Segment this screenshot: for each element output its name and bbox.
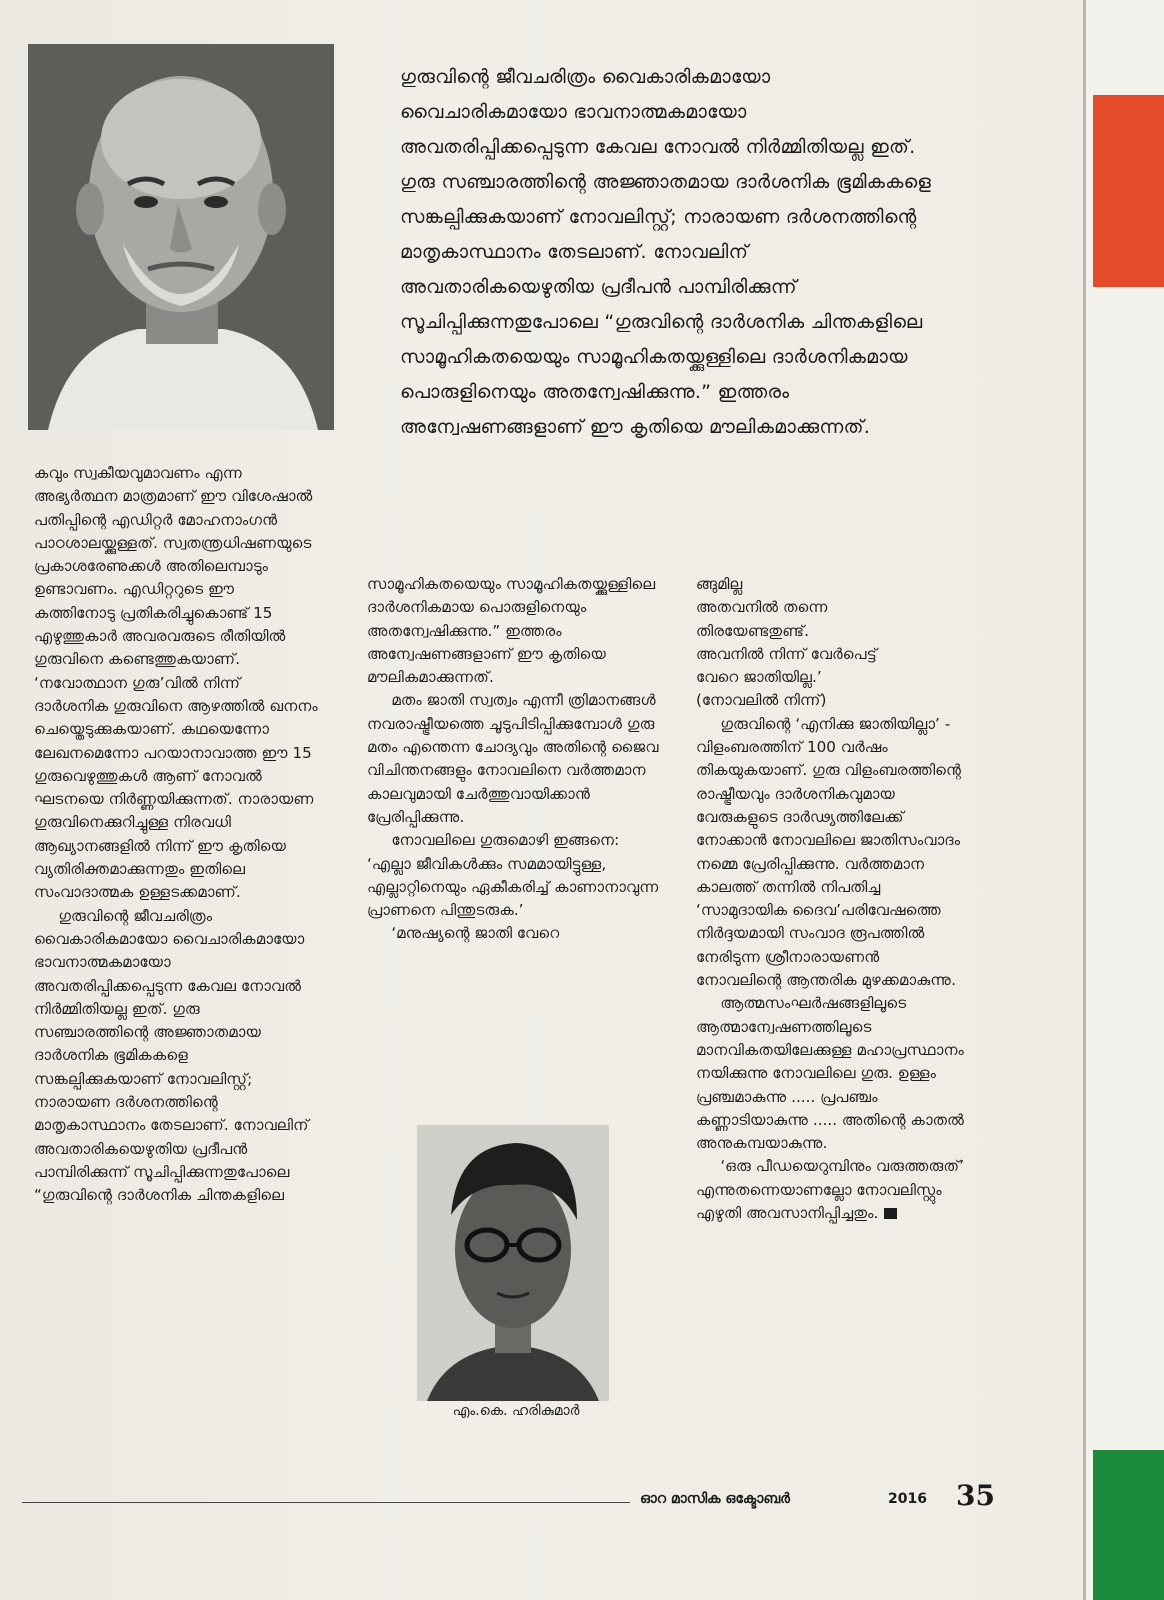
col2-paragraph-2: മതം ജാതി സ്വത്വം എന്നീ ത്രിമാനങ്ങൾ നവരാഷ്ട്രീയത്തെ ചൂടുപിടിപ്പിക്കുമ്പോൾ ഗുരു മതം എന്തെന്ന ചോദ്യവും അതിന്റെ ജൈവ വിചിന്തനങ്ങളും നോവലിനെ വർത്തമാന കാലവുമായി ചേർത്തുവായിക്കാൻ പ്രേരിപ്പിക്കുന്നു. [367,691,659,826]
page-number: 35 [956,1479,995,1512]
column-3 [696,573,966,1225]
footer-year: 2016 [888,1491,927,1507]
col3-quote: ങ്ങുമില്ല അതവനിൽ തന്നെ തിരയേണ്ടതുണ്ട്. അവനിൽ നിന്ന് വേർപെട്ട് വേറെ ജാതിയില്ല.’ (നോവലിൽ നിന്ന്) [696,575,877,710]
color-tab-red [1093,95,1164,287]
column-1 [34,462,319,1208]
author-photo [417,1125,609,1401]
pull-quote-text: ഗുരുവിന്റെ ജീവചരിത്രം വൈകാരികമായോ വൈചാരികമായോ ഭാവനാത്മകമായോ അവതരിപ്പിക്കപ്പെടുന്ന കേവല നോവൽ നിർമ്മിതിയല്ല ഇത്. ഗുരു സഞ്ചാരത്തിന്റെ അജ്ഞാതമായ ദാർശനിക ഭൂമികകളെ സങ്കല്പിക്കുകയാണ് നോവലിസ്റ്റ്; നാരായണ ദർശനത്തിന്റെ മാതൃകാസ്ഥാനം തേടലാണ്. നോവലിന് അവതാരികയെഴുതിയ പ്രദീപൻ പാമ്പിരിക്കുന്ന് സൂചിപ്പിക്കുന്നതുപോലെ “ഗുരുവിന്റെ ദാർശനിക ചിന്തകളിലെ സാമൂഹികതയെയും സാമൂഹികതയ്ക്കുള്ളിലെ ദാർശനികമായ പൊരുളിനെയും അതന്വേഷിക്കുന്നു.” ഇത്തരം അന്വേഷണങ്ങളാണ് ഈ കൃതിയെ മൗലികമാക്കുന്നത്. [400,66,932,438]
col3-paragraph-3-text: ‘ഒരു പീഡയെറുമ്പിനും വരുത്തരുത്’ എന്നുതന്നെയാണല്ലോ നോവലിസ്റ്റും എഴുതി അവസാനിപ്പിച്ചതും. [696,1157,965,1223]
end-mark-icon [884,1208,897,1219]
col1-paragraph-1: കവും സ്വകീയവുമാവണം എന്ന അഭ്യർത്ഥന മാത്രമാണ് ഈ വിശേഷാൽ പതിപ്പിന്റെ എഡിറ്റർ മോഹനാംഗൻ പാഠശാലയ്ക്കുള്ളത്. സ്വതന്ത്രധിഷണയുടെ പ്രകാശരേണുക്കൾ അതിലെമ്പാടും ഉണ്ടാവണം. എഡിറ്ററുടെ ഈ കത്തിനോടു പ്രതികരിച്ചുകൊണ്ട് 15 എഴുത്തുകാർ അവരവരുടെ രീതിയിൽ ഗുരുവിനെ കണ്ടെത്തുകയാണ്. ‘നവോത്ഥാന ഗുരു’വിൽ നിന്ന് ദാർശനിക ഗുരുവിനെ ആഴത്തിൽ ഖനനം ചെയ്തെടുക്കുകയാണ്. കഥയെന്നോ ലേഖനമെന്നോ പറയാനാവാത്ത ഈ 15 ഗുരുവെഴുത്തുകൾ ആണ് നോവൽ ഘടനയെ നിർണ്ണയിക്കുന്നത്. നാരായണ ഗുരുവിനെക്കുറിച്ചുള്ള നിരവധി ആഖ്യാനങ്ങളിൽ നിന്ന് ഈ കൃതിയെ വ്യതിരിക്തമാക്കുന്നതും ഇതിലെ സംവാദാത്മക ഉള്ളടക്കമാണ്. [34,464,318,902]
pull-quote [400,60,934,445]
color-tab-green [1093,1450,1164,1600]
col3-paragraph-1: ഗുരുവിന്റെ ‘എനിക്കു ജാതിയില്ലാ’ - വിളംബരത്തിന് 100 വർഷം തികയുകയാണ്. ഗുരു വിളംബരത്തിന്റെ രാഷ്ട്രീയവും ദാർശനികവുമായ വേരുകളുടെ ദാർഢ്യത്തിലേക്ക് നോക്കാൻ നോവലിലെ ജാതിസംവാദം നമ്മെ പ്രേരിപ്പിക്കുന്നു. വർത്തമാന കാലത്ത് തന്നിൽ നിപതിച്ച ‘സാമുദായിക ദൈവ’പരിവേഷത്തെ നിർദ്ദയമായി സംവാദ രൂപത്തിൽ നേരിടുന്ന ശ്രീനാരായണൻ നോവലിന്റെ ആന്തരിക മുഴക്കമാകുന്നു. [696,714,962,990]
col3-paragraph-3 [696,1155,966,1225]
photo-caption: എം.കെ. ഹരികുമാർ [452,1403,580,1419]
col2-paragraph-4: ‘മനുഷ്യന്റെ ജാതി വേറെ [391,924,560,943]
col1-paragraph-2: ഗുരുവിന്റെ ജീവചരിത്രം വൈകാരികമായോ വൈചാരികമായോ ഭാവനാത്മകമായോ അവതരിപ്പിക്കപ്പെടുന്ന കേവല നോവൽ നിർമ്മിതിയല്ല ഇത്. ഗുരു സഞ്ചാരത്തിന്റെ അജ്ഞാതമായ ദാർശനിക ഭൂമികകളെ സങ്കല്പിക്കുകയാണ് നോവലിസ്റ്റ്; നാരായണ ദർശനത്തിന്റെ മാതൃകാസ്ഥാനം തേടലാണ്. നോവലിന് അവതാരികയെഴുതിയ പ്രദീപൻ പാമ്പിരിക്കുന്ന് സൂചിപ്പിക്കുന്നതുപോലെ “ഗുരുവിന്റെ ദാർശനിക ചിന്തകളിലെ [34,906,309,1205]
col3-paragraph-2: ആത്മസംഘർഷങ്ങളിലൂടെ ആത്മാന്വേഷണത്തിലൂടെ മാനവികതയിലേക്കുള്ള മഹാപ്രസ്ഥാനം നയിക്കുന്നു നോവലിലെ ഗുരു. ഉള്ളം പ്രഞ്ചമാകുന്നു ..... പ്രപഞ്ചം കണ്ണാടിയാകുന്നു ..... അതിന്റെ കാതൽ അനുകമ്പയാകുന്നു. [696,994,965,1153]
footer-magazine-name: ഓറ മാസിക ഒക്ടോബർ [640,1491,790,1507]
footer-rule [22,1502,630,1503]
guru-portrait-photo [28,44,334,430]
col2-paragraph-3: നോവലിലെ ഗുരുമൊഴി ഇങ്ങനെ: ‘എല്ലാ ജീവികൾക്കും സമമായിട്ടുള്ള, എല്ലാറ്റിനെയും ഏകീകരിച്ച് കാണാനാവുന്ന പ്രാണനെ പിന്തുടരുക.’ [367,831,659,920]
column-2 [367,573,667,946]
col2-paragraph-1: സാമൂഹികതയെയും സാമൂഹികതയ്ക്കുള്ളിലെ ദാർശനികമായ പൊരുളിനെയും അതന്വേഷിക്കുന്നു.” ഇത്തരം അന്വേഷണങ്ങളാണ് ഈ കൃതിയെ മൗലികമാക്കുന്നത്. [367,575,656,687]
